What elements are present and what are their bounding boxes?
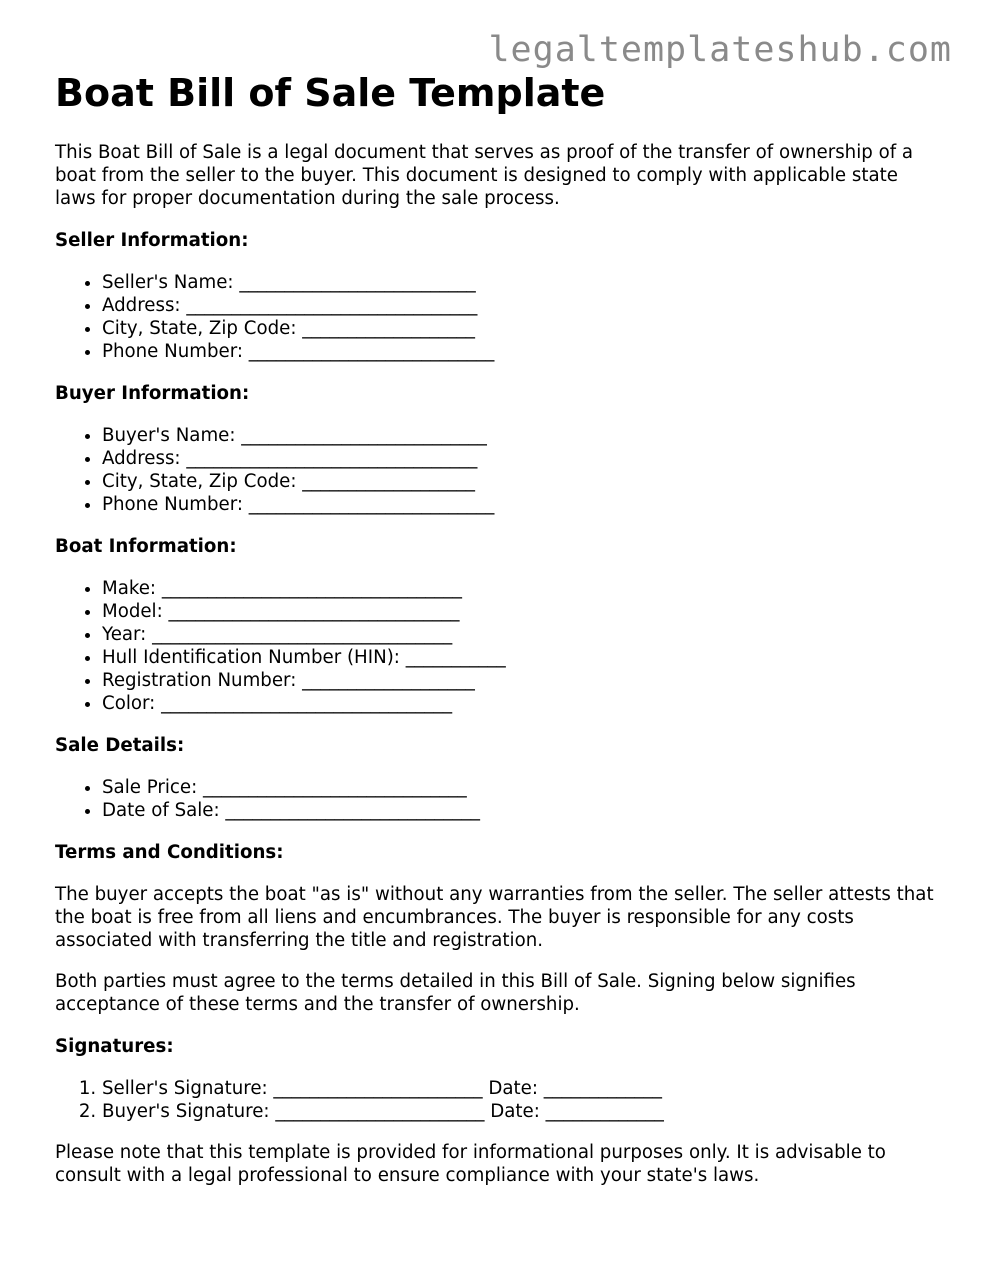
- disclaimer-paragraph: Please note that this template is provided for informational purposes only. It is advisable to consult with a legal professional to ensure compliance with your state's laws.: [55, 1142, 886, 1186]
- boat-hin-field[interactable]: • Hull Identification Number (HIN): ___________: [102, 646, 935, 669]
- boat-registration-field[interactable]: • Registration Number: ___________________: [102, 669, 935, 692]
- seller-signature-field[interactable]: 1. Seller's Signature: _______________________ Date: _____________: [102, 1077, 935, 1100]
- sale-price-field[interactable]: • Sale Price: _____________________________: [102, 776, 935, 799]
- seller-list: [55, 271, 935, 363]
- seller-name-field[interactable]: • Seller's Name: __________________________: [102, 271, 935, 294]
- terms-paragraph-1: The buyer accepts the boat "as is" without any warranties from the seller. The seller attests that the boat is free from all liens and encumbrances. The buyer is responsible for any costs associated with transferring the title and registration.: [55, 884, 934, 951]
- page-title: Boat Bill of Sale Template: [55, 71, 606, 115]
- document-content: [55, 70, 935, 1187]
- buyer-list: [55, 424, 935, 516]
- sale-heading: Sale Details:: [55, 735, 185, 756]
- sale-list: [55, 776, 935, 822]
- signatures-list: [55, 1077, 935, 1123]
- boat-list: [55, 577, 935, 715]
- seller-city-state-zip-field[interactable]: • City, State, Zip Code: ___________________: [102, 317, 935, 340]
- intro-paragraph: This Boat Bill of Sale is a legal document that serves as proof of the transfer of ownership of a boat from the seller to the buyer. This document is designed to comply with applicable state laws for proper documentation during the sale process.: [55, 142, 914, 209]
- buyer-phone-field[interactable]: • Phone Number: ___________________________: [102, 493, 935, 516]
- watermark: legaltemplateshub.com: [488, 30, 952, 70]
- boat-color-field[interactable]: • Color: ________________________________: [102, 692, 935, 715]
- buyer-address-field[interactable]: • Address: ________________________________: [102, 447, 935, 470]
- boat-make-field[interactable]: • Make: _________________________________: [102, 577, 935, 600]
- buyer-name-field[interactable]: • Buyer's Name: ___________________________: [102, 424, 935, 447]
- buyer-city-state-zip-field[interactable]: • City, State, Zip Code: ___________________: [102, 470, 935, 493]
- sale-date-field[interactable]: • Date of Sale: ____________________________: [102, 799, 935, 822]
- boat-year-field[interactable]: • Year: _________________________________: [102, 623, 935, 646]
- terms-heading: Terms and Conditions:: [55, 842, 284, 863]
- boat-model-field[interactable]: • Model: ________________________________: [102, 600, 935, 623]
- buyer-heading: Buyer Information:: [55, 383, 250, 404]
- seller-heading: Seller Information:: [55, 230, 249, 251]
- seller-address-field[interactable]: • Address: ________________________________: [102, 294, 935, 317]
- boat-heading: Boat Information:: [55, 536, 237, 557]
- buyer-signature-field[interactable]: 2. Buyer's Signature: _______________________ Date: _____________: [102, 1100, 935, 1123]
- terms-paragraph-2: Both parties must agree to the terms detailed in this Bill of Sale. Signing below signifies acceptance of these terms and the transfer of ownership.: [55, 971, 856, 1015]
- signatures-heading: Signatures:: [55, 1036, 174, 1057]
- seller-phone-field[interactable]: • Phone Number: ___________________________: [102, 340, 935, 363]
